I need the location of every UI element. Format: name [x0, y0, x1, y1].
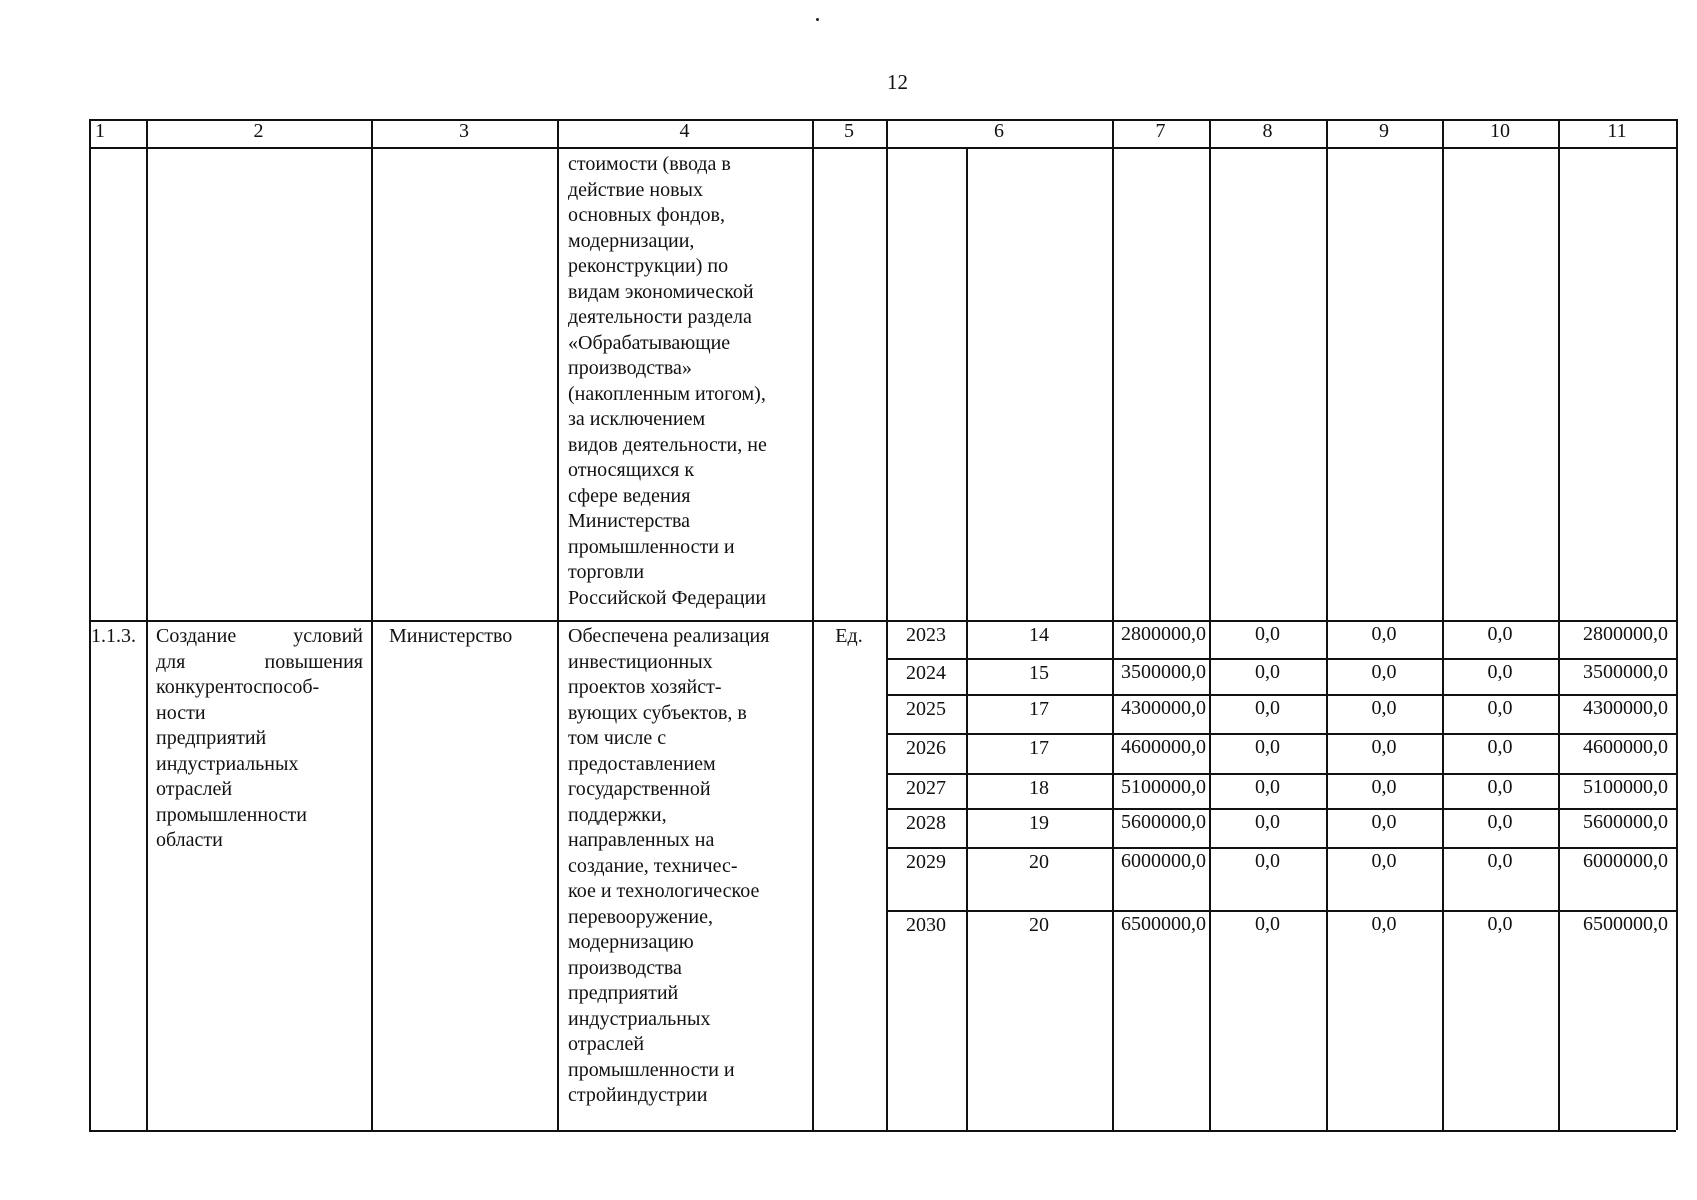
- result-line: направленных на: [568, 829, 715, 851]
- funding-extrabudget: 4600000,0: [1583, 736, 1668, 758]
- funding-regional: 0,0: [1371, 811, 1397, 833]
- continued-text-line: относящихся к: [568, 459, 695, 481]
- year-cell: 2029: [906, 851, 946, 873]
- continued-text-line: видам экономической: [568, 280, 754, 303]
- column-header-4: 4: [679, 120, 690, 142]
- result-line: кое и технологическое: [568, 880, 760, 902]
- table-vline: [371, 119, 373, 1130]
- table-hline: [89, 147, 1676, 149]
- funding-local: 0,0: [1487, 736, 1513, 758]
- result-line: отраслей: [568, 1033, 645, 1055]
- funding-total: 6500000,0: [1121, 913, 1206, 935]
- table-vline: [146, 119, 148, 1130]
- funding-extrabudget: 2800000,0: [1583, 623, 1668, 645]
- funding-extrabudget: 3500000,0: [1583, 661, 1668, 683]
- result-line: предоставлением: [568, 752, 716, 775]
- column-header-10: 10: [1490, 120, 1510, 142]
- result-line: производства: [568, 956, 682, 979]
- funding-federal: 0,0: [1255, 623, 1280, 645]
- measure-name-line: Создание условий: [156, 625, 363, 647]
- table-vline: [1676, 119, 1678, 1130]
- continued-text-line: основных фондов,: [568, 204, 725, 226]
- year-cell: 2025: [906, 698, 946, 720]
- column-header-6: 6: [994, 120, 1004, 142]
- funding-regional: 0,0: [1371, 661, 1397, 683]
- funding-local: 0,0: [1487, 811, 1513, 833]
- year-cell: 2026: [906, 737, 946, 759]
- funding-federal: 0,0: [1255, 913, 1280, 935]
- indicator-value: 15: [1029, 662, 1049, 684]
- column-header-8: 8: [1262, 120, 1273, 142]
- year-cell: 2023: [906, 624, 946, 646]
- funding-total: 5600000,0: [1121, 811, 1206, 833]
- table-vline: [557, 119, 559, 1130]
- funding-extrabudget: 6500000,0: [1583, 913, 1668, 935]
- continued-text-line: видов деятельности, не: [568, 433, 767, 456]
- column-header-5: 5: [844, 120, 854, 142]
- year-cell: 2028: [906, 812, 946, 834]
- continued-text-line: реконструкции) по: [568, 255, 729, 277]
- column-header-2: 2: [253, 120, 264, 142]
- continued-text-line: Российской Федерации: [568, 586, 767, 609]
- indicator-value: 14: [1029, 624, 1049, 646]
- year-cell: 2030: [906, 914, 946, 936]
- funding-federal: 0,0: [1255, 776, 1280, 798]
- continued-text-line: сфере ведения: [568, 484, 691, 507]
- result-line: государственной: [568, 778, 711, 800]
- measure-name-line: отраслей: [156, 778, 233, 800]
- indicator-value: 20: [1029, 914, 1049, 936]
- funding-total: 4600000,0: [1121, 736, 1206, 758]
- continued-text-line: деятельности раздела: [568, 306, 752, 328]
- funding-regional: 0,0: [1371, 697, 1397, 719]
- result-line: том числе с: [568, 727, 667, 749]
- scan-dot: [816, 18, 819, 21]
- indicator-value: 17: [1029, 698, 1049, 720]
- year-cell: 2024: [906, 662, 946, 684]
- result-line: индустриальных: [568, 1007, 711, 1030]
- result-line: стройиндустрии: [568, 1084, 708, 1106]
- funding-total: 4300000,0: [1121, 697, 1206, 719]
- continued-text-line: за исключением: [568, 408, 706, 430]
- funding-local: 0,0: [1487, 776, 1513, 798]
- column-header-11: 11: [1607, 120, 1627, 142]
- funding-extrabudget: 6000000,0: [1583, 850, 1668, 872]
- funding-regional: 0,0: [1371, 623, 1397, 645]
- indicator-value: 18: [1029, 777, 1049, 799]
- result-line: инвестиционных: [568, 650, 713, 673]
- funding-federal: 0,0: [1255, 697, 1280, 719]
- program-table: [89, 119, 1676, 1130]
- funding-extrabudget: 4300000,0: [1583, 697, 1668, 719]
- funding-regional: 0,0: [1371, 736, 1397, 758]
- indicator-value: 19: [1029, 812, 1049, 834]
- measure-name-line: предприятий: [156, 727, 267, 749]
- continued-text-line: торговли: [568, 561, 645, 583]
- result-line: модернизацию: [568, 931, 694, 953]
- unit: Ед.: [835, 625, 863, 647]
- page-number: 12: [887, 70, 908, 94]
- result-line: перевооружение,: [568, 905, 713, 928]
- funding-federal: 0,0: [1255, 850, 1280, 872]
- indicator-value: 17: [1029, 737, 1049, 759]
- funding-regional: 0,0: [1371, 776, 1397, 798]
- column-header-9: 9: [1379, 120, 1389, 142]
- continued-text-line: стоимости (ввода в: [568, 153, 731, 175]
- continued-text-line: производства»: [568, 357, 692, 379]
- result-line: поддержки,: [568, 803, 667, 826]
- measure-name-line: для повышения: [156, 650, 363, 673]
- column-header-1: 1: [95, 120, 105, 142]
- column-header-3: 3: [459, 120, 469, 142]
- result-line: создание, техничес-: [568, 854, 738, 877]
- measure-name-line: промышленности: [156, 803, 307, 826]
- measure-name-line: конкурентоспособ-: [156, 676, 320, 698]
- executor: Министерство: [389, 625, 513, 647]
- continued-text-line: модернизации,: [568, 229, 695, 252]
- funding-federal: 0,0: [1255, 661, 1280, 683]
- funding-local: 0,0: [1487, 913, 1513, 935]
- result-line: предприятий: [568, 982, 679, 1004]
- result-line: промышленности и: [568, 1058, 735, 1081]
- row-number: 1.1.3.: [91, 625, 136, 647]
- result-line: Обеспечена реализация: [568, 625, 770, 647]
- funding-federal: 0,0: [1255, 811, 1280, 833]
- column-header-7: 7: [1155, 120, 1166, 142]
- funding-total: 3500000,0: [1121, 661, 1206, 683]
- funding-federal: 0,0: [1255, 736, 1280, 758]
- funding-total: 2800000,0: [1121, 623, 1206, 645]
- funding-regional: 0,0: [1371, 850, 1397, 872]
- continued-text-line: промышленности и: [568, 535, 735, 558]
- measure-name-line: области: [156, 829, 223, 851]
- result-line: проектов хозяйст-: [568, 676, 722, 698]
- measure-name-line: индустриальных: [156, 752, 299, 775]
- continued-text-line: «Обрабатывающие: [568, 331, 731, 354]
- funding-local: 0,0: [1487, 661, 1513, 683]
- funding-regional: 0,0: [1371, 913, 1397, 935]
- funding-extrabudget: 5600000,0: [1583, 811, 1668, 833]
- continued-text-line: (накопленным итогом),: [568, 382, 766, 405]
- funding-extrabudget: 5100000,0: [1583, 776, 1668, 798]
- funding-total: 6000000,0: [1121, 850, 1206, 872]
- continued-text-line: действие новых: [568, 178, 703, 201]
- table-hline: [89, 1130, 1676, 1132]
- funding-local: 0,0: [1487, 623, 1513, 645]
- funding-local: 0,0: [1487, 697, 1513, 719]
- measure-name-line: ности: [156, 701, 206, 724]
- year-cell: 2027: [906, 777, 946, 799]
- indicator-value: 20: [1029, 851, 1049, 873]
- funding-total: 5100000,0: [1121, 776, 1206, 798]
- result-line: вующих субъектов, в: [568, 701, 747, 724]
- continued-text-line: Министерства: [568, 510, 691, 532]
- funding-local: 0,0: [1487, 850, 1513, 872]
